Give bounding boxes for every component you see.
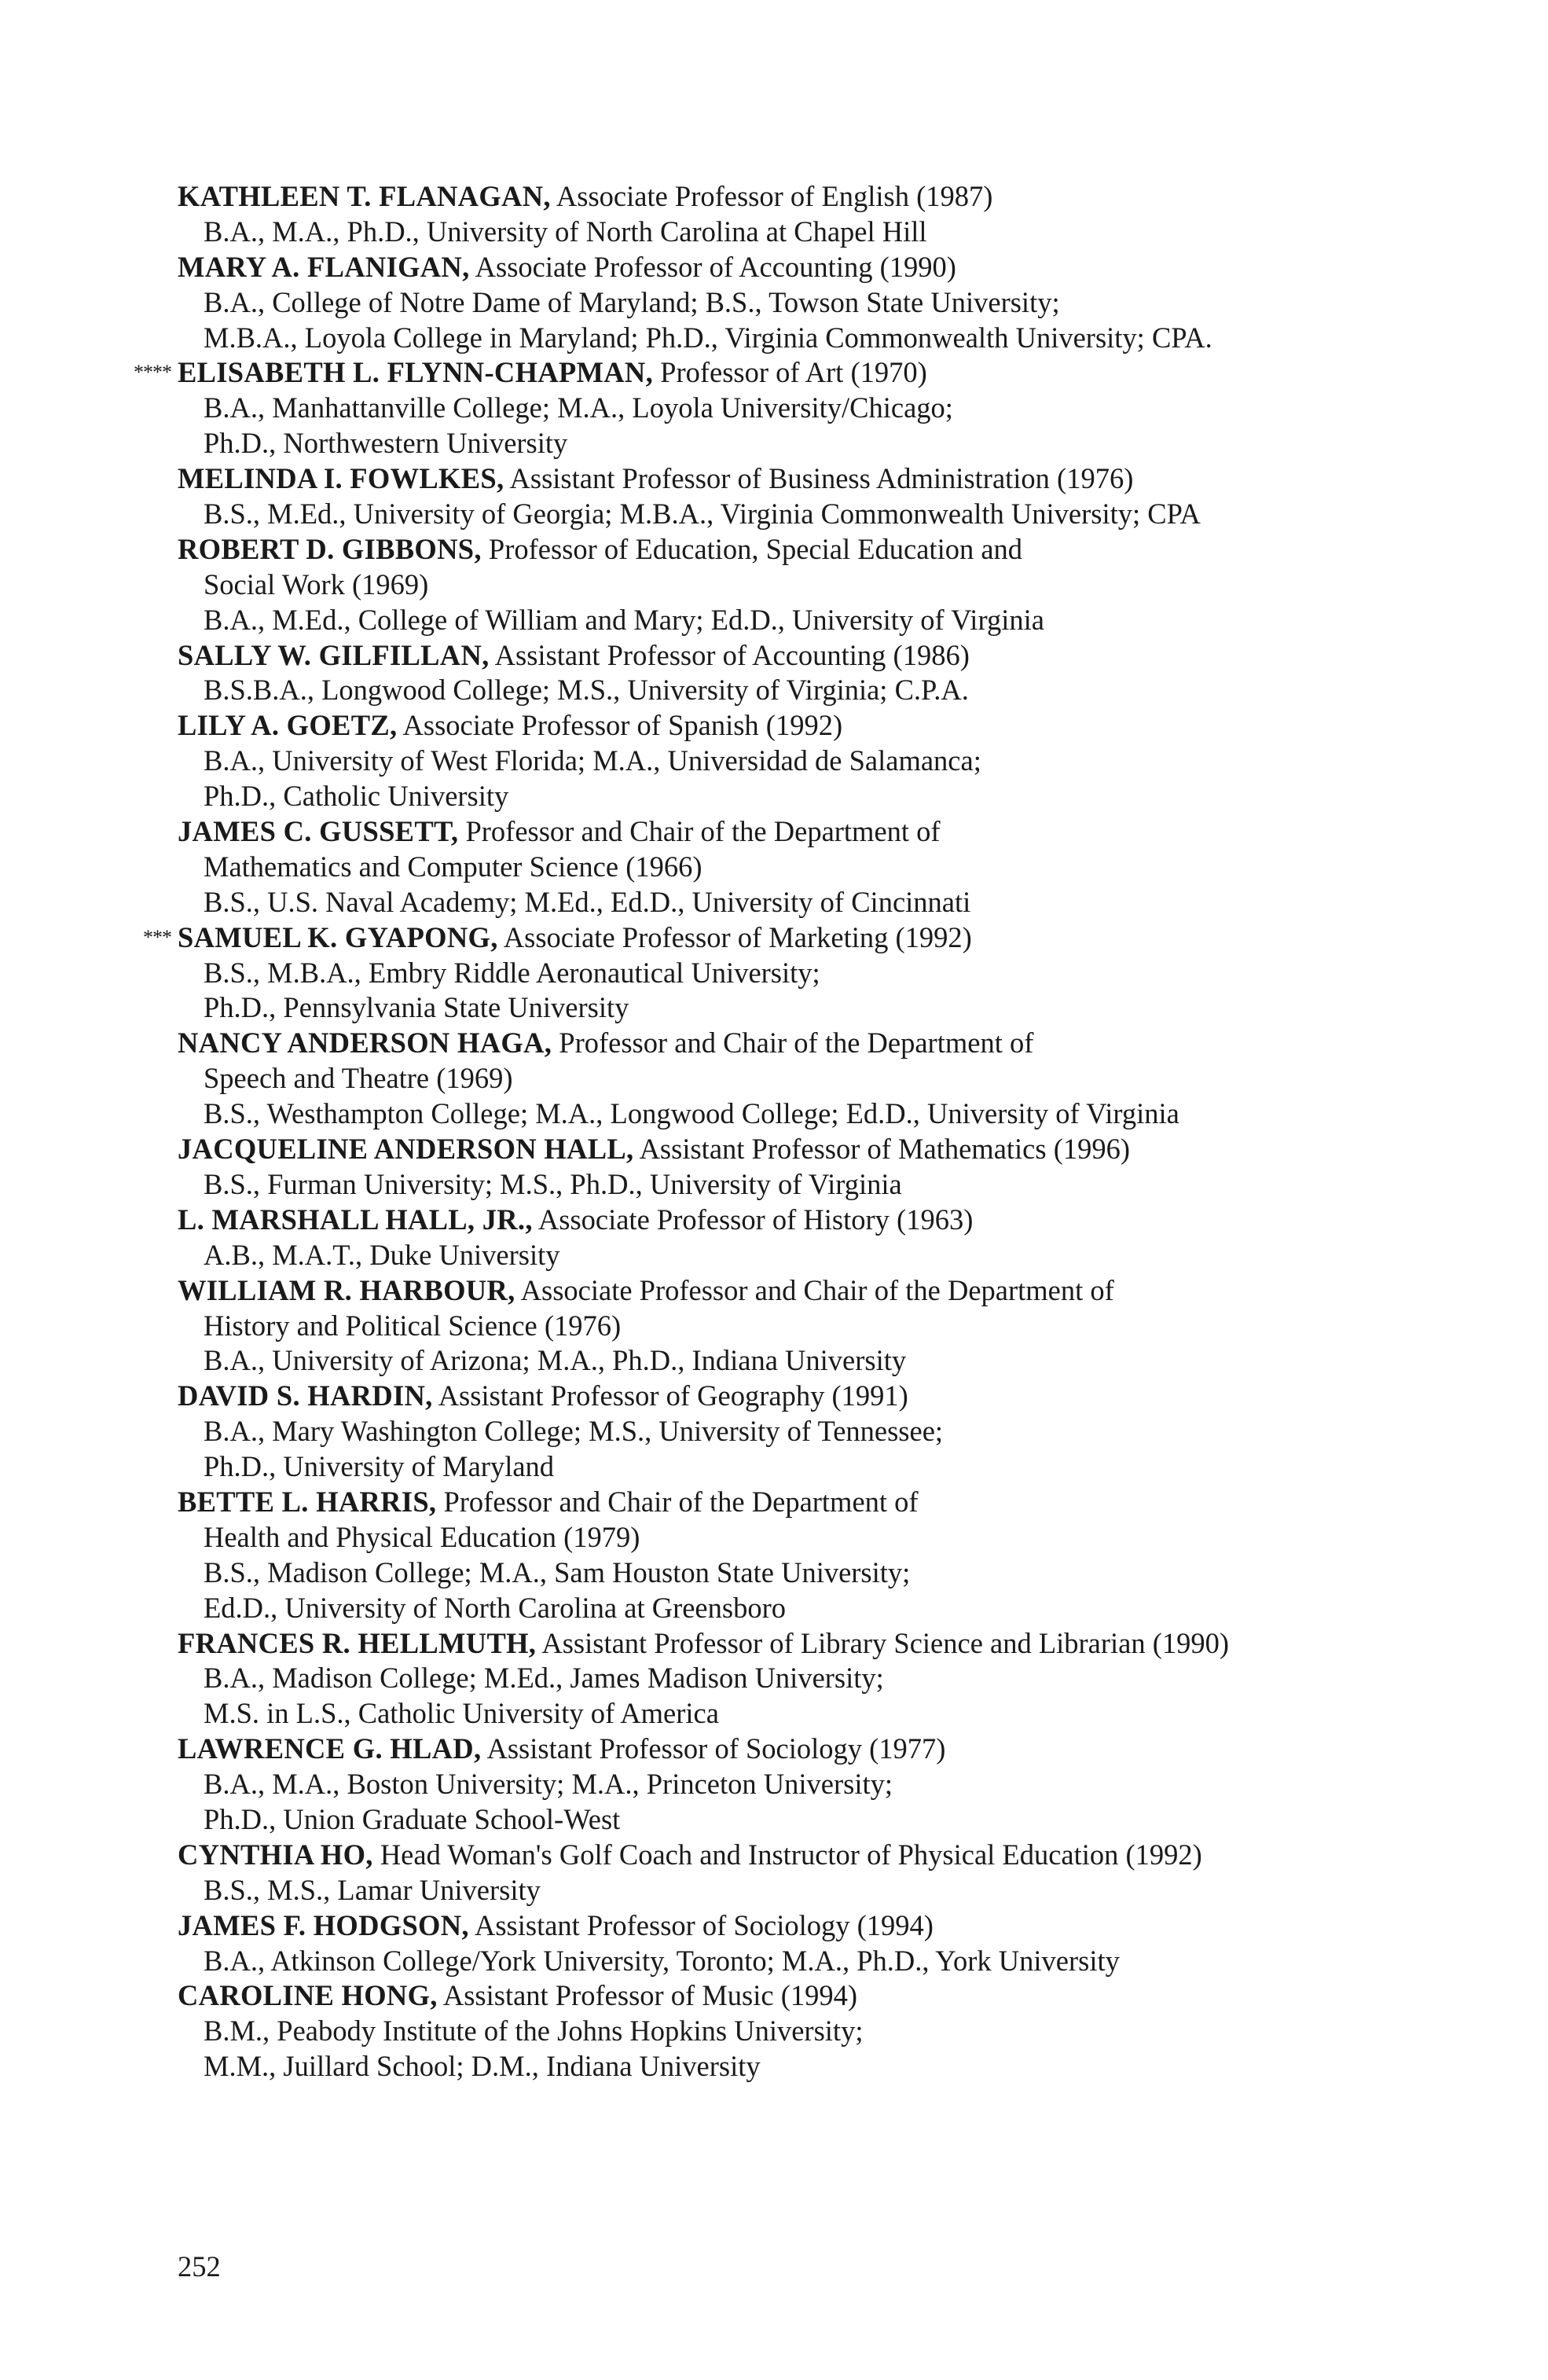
faculty-degrees: M.M., Juillard School; D.M., Indiana University <box>204 2050 761 2083</box>
faculty-title: Assistant Professor of Music (1994) <box>437 1979 858 2012</box>
faculty-name: SAMUEL K. GYAPONG, <box>178 920 498 953</box>
faculty-degrees: B.A., M.A., Ph.D., University of North Carolina at Chapel Hill <box>204 215 927 248</box>
faculty-name: CAROLINE HONG, <box>178 1979 438 2012</box>
faculty-degrees: B.S., Westhampton College; M.A., Longwood College; Ed.D., University of Virginia <box>204 1097 1179 1130</box>
faculty-entry <box>0 355 1548 461</box>
faculty-degrees: B.A., Atkinson College/York University, Toronto; M.A., Ph.D., York University <box>204 1944 1120 1977</box>
faculty-title: Professor and Chair of the Department of <box>436 1485 919 1518</box>
faculty-title: Head Woman's Golf Coach and Instructor of Physical Education (1992) <box>372 1838 1202 1871</box>
faculty-name: JACQUELINE ANDERSON HALL, <box>178 1133 634 1166</box>
faculty-title-continuation: History and Political Science (1976) <box>204 1309 622 1342</box>
faculty-degrees: B.S., M.Ed., University of Georgia; M.B.A., Virginia Commonwealth University; CPA <box>204 498 1201 531</box>
faculty-entry <box>0 1026 1548 1132</box>
faculty-name: FRANCES R. HELLMUTH, <box>178 1626 537 1659</box>
entry-heading <box>178 814 1548 850</box>
faculty-name: BETTE L. HARRIS, <box>178 1485 437 1518</box>
entry-heading <box>178 1132 1548 1167</box>
faculty-degrees: B.A., University of Arizona; M.A., Ph.D., Indiana University <box>204 1344 907 1377</box>
entry-heading <box>178 708 1548 744</box>
faculty-title: Assistant Professor of Sociology (1994) <box>468 1908 934 1941</box>
faculty-entry <box>0 461 1548 532</box>
faculty-degrees: B.A., M.A., Boston University; M.A., Princeton University; <box>204 1768 893 1801</box>
faculty-degrees: B.S., M.B.A., Embry Riddle Aeronautical University; <box>204 956 820 989</box>
faculty-name: DAVID S. HARDIN, <box>178 1379 433 1412</box>
faculty-entry <box>0 638 1548 709</box>
faculty-degrees: M.B.A., Loyola College in Maryland; Ph.D., Virginia Commonwealth University; CPA. <box>204 321 1212 354</box>
faculty-directory-list <box>0 179 1548 2084</box>
faculty-title: Assistant Professor of Mathematics (1996) <box>633 1133 1131 1166</box>
faculty-title: Associate Professor of Marketing (1992) <box>497 920 972 953</box>
faculty-degrees: B.A., Madison College; M.Ed., James Madison University; <box>204 1662 884 1695</box>
faculty-degrees: Ph.D., Union Graduate School-West <box>204 1802 621 1835</box>
faculty-title-continuation: Social Work (1969) <box>204 567 429 601</box>
faculty-name: KATHLEEN T. FLANAGAN, <box>178 180 551 212</box>
faculty-title: Associate Professor of Spanish (1992) <box>397 709 843 742</box>
faculty-degrees: Ph.D., University of Maryland <box>204 1450 555 1483</box>
page-number: 252 <box>178 2250 221 2283</box>
faculty-degrees: B.S., U.S. Naval Academy; M.Ed., Ed.D., University of Cincinnati <box>204 885 971 918</box>
faculty-degrees: B.A., College of Notre Dame of Maryland; B.S., Towson State University; <box>204 285 1060 318</box>
faculty-entry <box>0 814 1548 920</box>
entry-heading <box>178 1908 1548 1944</box>
faculty-name: ROBERT D. GIBBONS, <box>178 532 482 565</box>
asterisk-marker: *** <box>143 925 171 949</box>
faculty-name: SALLY W. GILFILLAN, <box>178 638 490 671</box>
faculty-degrees: B.S., M.S., Lamar University <box>204 1873 541 1906</box>
faculty-name: JAMES C. GUSSETT, <box>178 815 459 848</box>
faculty-entry <box>0 250 1548 356</box>
faculty-title: Professor of Art (1970) <box>653 356 927 389</box>
faculty-entry <box>0 1626 1548 1732</box>
faculty-entry <box>0 1732 1548 1838</box>
entry-heading <box>178 1379 1548 1414</box>
faculty-entry <box>0 1978 1548 2084</box>
faculty-name: MARY A. FLANIGAN, <box>178 250 470 283</box>
entry-heading <box>178 1203 1548 1238</box>
faculty-entry <box>0 920 1548 1027</box>
faculty-title: Assistant Professor of Library Science and Librarian (1990) <box>536 1626 1230 1659</box>
faculty-degrees: B.A., M.Ed., College of William and Mary; Ed.D., University of Virginia <box>204 603 1044 636</box>
faculty-entry <box>0 1273 1548 1379</box>
faculty-name: WILLIAM R. HARBOUR, <box>178 1273 515 1306</box>
faculty-title-continuation: Speech and Theatre (1969) <box>204 1062 513 1095</box>
entry-heading <box>178 638 1548 674</box>
faculty-name: NANCY ANDERSON HAGA, <box>178 1027 552 1060</box>
faculty-title: Assistant Professor of Sociology (1977) <box>481 1732 946 1765</box>
faculty-degrees: B.S.B.A., Longwood College; M.S., University of Virginia; C.P.A. <box>204 674 969 707</box>
faculty-title: Associate Professor and Chair of the Department of <box>515 1273 1114 1306</box>
entry-heading <box>178 1273 1548 1309</box>
asterisk-marker: **** <box>134 361 171 384</box>
faculty-degrees: A.B., M.A.T., Duke University <box>204 1238 560 1271</box>
entry-heading <box>134 355 1548 391</box>
faculty-entry <box>0 1838 1548 1908</box>
entry-heading <box>178 250 1548 285</box>
faculty-entry <box>0 1485 1548 1626</box>
faculty-name: ELISABETH L. FLYNN-CHAPMAN, <box>178 356 654 389</box>
faculty-entry <box>0 1379 1548 1485</box>
entry-heading <box>178 532 1548 567</box>
faculty-degrees: B.S., Madison College; M.A., Sam Houston State University; <box>204 1555 911 1589</box>
entry-heading <box>178 1732 1548 1767</box>
faculty-title: Assistant Professor of Geography (1991) <box>432 1379 908 1412</box>
faculty-degrees: B.A., Manhattanville College; M.A., Loyola University/Chicago; <box>204 391 953 424</box>
faculty-title: Assistant Professor of Accounting (1986) <box>489 638 970 671</box>
faculty-degrees: B.A., Mary Washington College; M.S., University of Tennessee; <box>204 1415 944 1448</box>
faculty-degrees: B.M., Peabody Institute of the Johns Hopkins University; <box>204 2015 864 2048</box>
entry-heading <box>178 461 1548 497</box>
faculty-degrees: B.S., Furman University; M.S., Ph.D., University of Virginia <box>204 1167 902 1200</box>
entry-heading <box>178 1626 1548 1662</box>
entry-heading <box>178 1838 1548 1873</box>
faculty-title-continuation: Health and Physical Education (1979) <box>204 1520 640 1553</box>
faculty-title: Professor of Education, Special Education and <box>481 532 1023 565</box>
faculty-name: CYNTHIA HO, <box>178 1838 373 1871</box>
faculty-title: Assistant Professor of Business Administration (1976) <box>504 462 1134 495</box>
faculty-name: MELINDA I. FOWLKES, <box>178 462 504 495</box>
faculty-entry <box>0 1908 1548 1979</box>
faculty-title: Professor and Chair of the Department of <box>458 815 941 848</box>
faculty-entry <box>0 532 1548 638</box>
faculty-degrees: Ph.D., Northwestern University <box>204 427 568 460</box>
faculty-entry <box>0 179 1548 250</box>
faculty-name: LAWRENCE G. HLAD, <box>178 1732 482 1765</box>
faculty-title: Associate Professor of English (1987) <box>550 180 993 212</box>
faculty-degrees: Ph.D., Pennsylvania State University <box>204 991 629 1024</box>
faculty-degrees: Ed.D., University of North Carolina at Greensboro <box>204 1591 786 1624</box>
faculty-name: JAMES F. HODGSON, <box>178 1908 469 1941</box>
faculty-degrees: B.A., University of West Florida; M.A., Universidad de Salamanca; <box>204 744 981 777</box>
entry-heading <box>178 179 1548 215</box>
faculty-degrees: M.S. in L.S., Catholic University of America <box>204 1697 719 1730</box>
entry-heading <box>178 1978 1548 2014</box>
faculty-title-continuation: Mathematics and Computer Science (1966) <box>204 850 702 883</box>
faculty-name: L. MARSHALL HALL, JR., <box>178 1203 533 1236</box>
faculty-entry <box>0 1203 1548 1273</box>
faculty-degrees: Ph.D., Catholic University <box>204 780 509 813</box>
entry-heading <box>178 1026 1548 1061</box>
entry-heading <box>178 1485 1548 1520</box>
faculty-name: LILY A. GOETZ, <box>178 709 398 742</box>
entry-heading <box>143 920 1548 956</box>
faculty-title: Associate Professor of Accounting (1990) <box>469 250 956 283</box>
faculty-title: Associate Professor of History (1963) <box>532 1203 974 1236</box>
faculty-entry <box>0 708 1548 814</box>
faculty-title: Professor and Chair of the Department of <box>552 1027 1034 1060</box>
faculty-entry <box>0 1132 1548 1203</box>
